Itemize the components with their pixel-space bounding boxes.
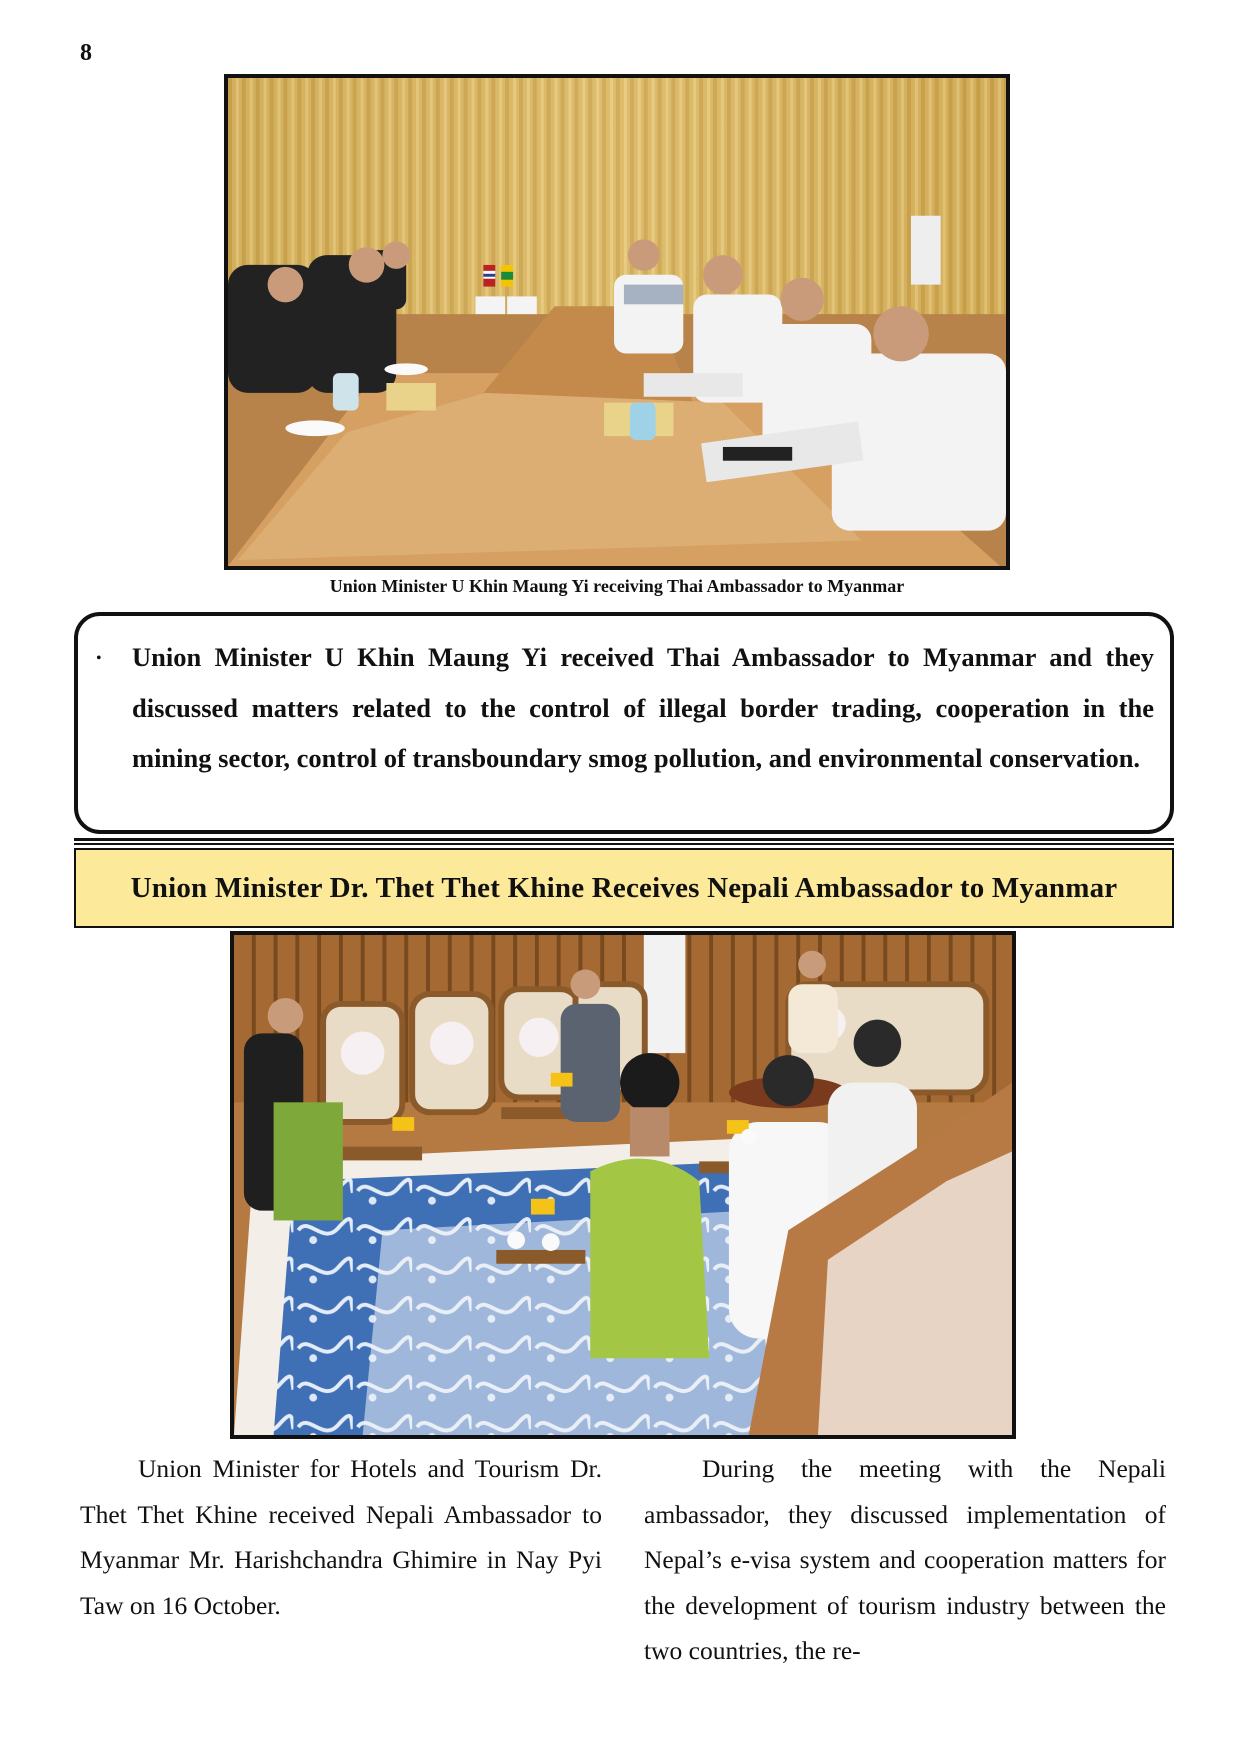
meeting-photo-thai-ambassador: [224, 74, 1010, 570]
photo-caption: Union Minister U Khin Maung Yi receiving Thai Ambassador to Myanmar: [329, 576, 905, 596]
section-divider: [74, 838, 1174, 845]
summary-text: Union Minister U Khin Maung Yi received Thai Ambassador to Myanmar and they discussed matters related to the control of illegal border trading, cooperation in the mining sector, control of transboundary smog pollution, and environmental conservation.: [132, 642, 1154, 773]
article-headline: Union Minister Dr. Thet Thet Khine Receives Nepali Ambassador to Myanmar: [130, 871, 1118, 904]
headline-banner: [74, 848, 1174, 928]
article-right-text: During the meeting with the Nepali ambassador, they discussed implementation of Nepal’s e-visa system and cooperation matters for the development of tourism industry between the two countries, the re-: [644, 1454, 1166, 1665]
summary-box: [74, 612, 1174, 834]
article-column-left: [80, 1446, 602, 1628]
page-number: 8: [80, 40, 92, 66]
meeting-photo-nepali-ambassador: [230, 931, 1016, 1439]
article-column-right: [644, 1446, 1166, 1674]
bullet-marker: •: [96, 650, 102, 667]
article-left-text: Union Minister for Hotels and Tourism Dr. Thet Thet Khine received Nepali Ambassador to Myanmar Mr. Harishchandra Ghimire in Nay Pyi Taw on 16 October.: [80, 1454, 602, 1620]
